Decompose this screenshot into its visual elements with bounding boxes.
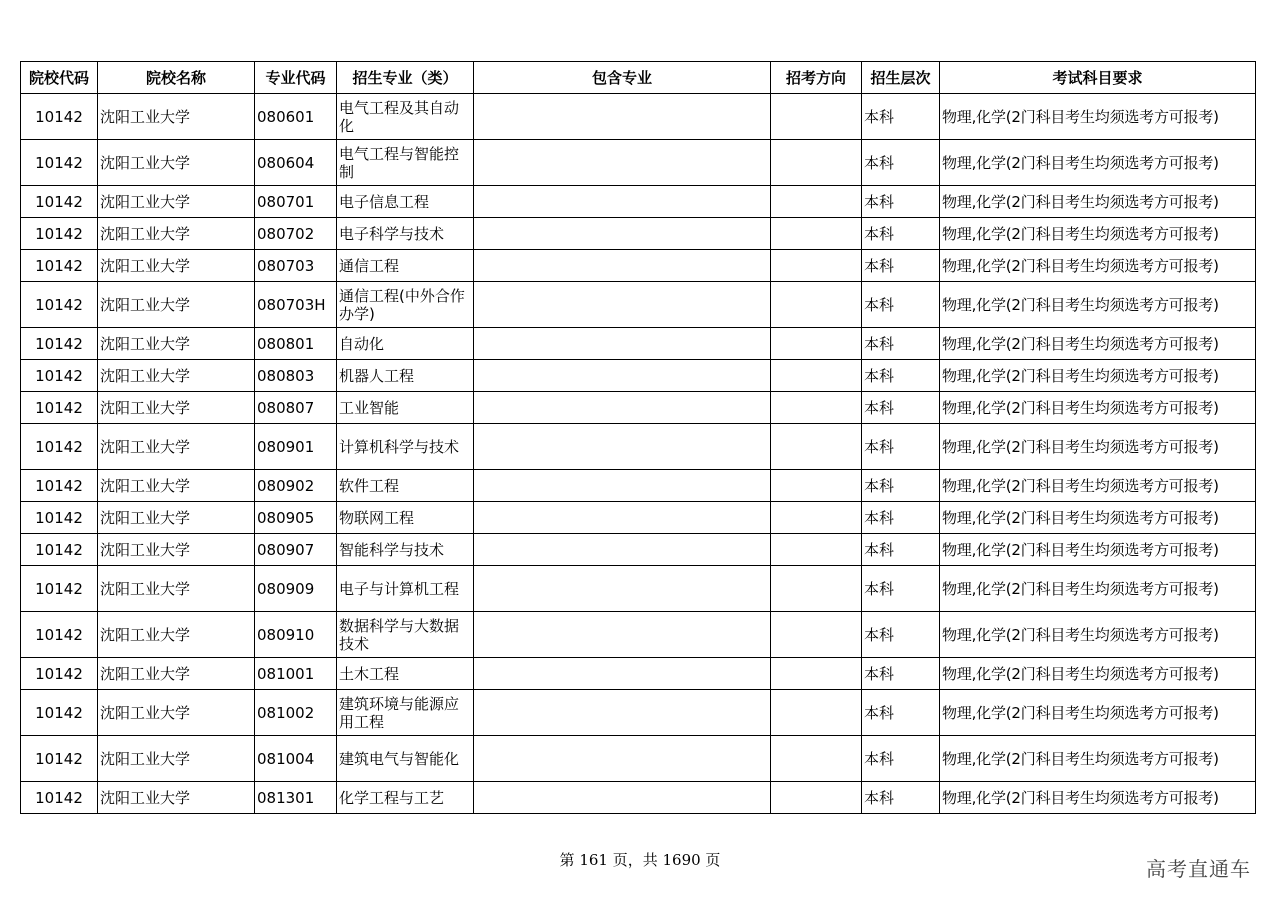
cell-school-name: 沈阳工业大学 (98, 140, 255, 186)
header-level: 招生层次 (862, 62, 940, 94)
table-row (21, 94, 1256, 140)
cell-major: 数据科学与大数据技术 (337, 612, 474, 658)
header-requirement: 考试科目要求 (940, 62, 1256, 94)
cell-requirement: 物理,化学(2门科目考生均须选考方可报考) (940, 736, 1256, 782)
table-row (21, 424, 1256, 470)
cell-major: 电子信息工程 (337, 186, 474, 218)
cell-school-code: 10142 (21, 470, 98, 502)
cell-level: 本科 (862, 658, 940, 690)
cell-school-name: 沈阳工业大学 (98, 502, 255, 534)
cell-major-code: 080902 (255, 470, 337, 502)
table-row (21, 690, 1256, 736)
cell-school-name: 沈阳工业大学 (98, 186, 255, 218)
cell-major-code: 080601 (255, 94, 337, 140)
cell-includes (474, 612, 771, 658)
cell-level: 本科 (862, 566, 940, 612)
cell-level: 本科 (862, 690, 940, 736)
table-row (21, 186, 1256, 218)
cell-major: 电子与计算机工程 (337, 566, 474, 612)
header-direction: 招考方向 (771, 62, 862, 94)
cell-school-name: 沈阳工业大学 (98, 534, 255, 566)
watermark: 高考直通车 (1146, 857, 1251, 881)
cell-includes (474, 94, 771, 140)
cell-school-name: 沈阳工业大学 (98, 392, 255, 424)
cell-major-code: 080910 (255, 612, 337, 658)
cell-direction (771, 502, 862, 534)
cell-major-code: 081004 (255, 736, 337, 782)
cell-requirement: 物理,化学(2门科目考生均须选考方可报考) (940, 392, 1256, 424)
cell-major: 智能科学与技术 (337, 534, 474, 566)
cell-level: 本科 (862, 250, 940, 282)
cell-school-name: 沈阳工业大学 (98, 612, 255, 658)
cell-major: 机器人工程 (337, 360, 474, 392)
cell-direction (771, 392, 862, 424)
table-row (21, 502, 1256, 534)
cell-includes (474, 782, 771, 814)
cell-level: 本科 (862, 534, 940, 566)
cell-direction (771, 658, 862, 690)
cell-level: 本科 (862, 424, 940, 470)
cell-major: 计算机科学与技术 (337, 424, 474, 470)
cell-school-code: 10142 (21, 424, 98, 470)
table-row (21, 360, 1256, 392)
table-row (21, 470, 1256, 502)
table-row (21, 736, 1256, 782)
cell-major-code: 080901 (255, 424, 337, 470)
cell-major-code: 080604 (255, 140, 337, 186)
table-row (21, 140, 1256, 186)
cell-direction (771, 736, 862, 782)
cell-school-code: 10142 (21, 328, 98, 360)
cell-school-code: 10142 (21, 250, 98, 282)
header-major-code: 专业代码 (255, 62, 337, 94)
cell-school-code: 10142 (21, 360, 98, 392)
cell-requirement: 物理,化学(2门科目考生均须选考方可报考) (940, 782, 1256, 814)
cell-school-code: 10142 (21, 186, 98, 218)
cell-direction (771, 782, 862, 814)
cell-direction (771, 690, 862, 736)
cell-includes (474, 690, 771, 736)
cell-requirement: 物理,化学(2门科目考生均须选考方可报考) (940, 140, 1256, 186)
header-includes: 包含专业 (474, 62, 771, 94)
cell-requirement: 物理,化学(2门科目考生均须选考方可报考) (940, 282, 1256, 328)
cell-school-name: 沈阳工业大学 (98, 736, 255, 782)
cell-major: 建筑环境与能源应用工程 (337, 690, 474, 736)
cell-major-code: 080907 (255, 534, 337, 566)
cell-level: 本科 (862, 612, 940, 658)
cell-level: 本科 (862, 328, 940, 360)
cell-requirement: 物理,化学(2门科目考生均须选考方可报考) (940, 360, 1256, 392)
cell-level: 本科 (862, 360, 940, 392)
cell-requirement: 物理,化学(2门科目考生均须选考方可报考) (940, 94, 1256, 140)
cell-level: 本科 (862, 282, 940, 328)
cell-direction (771, 566, 862, 612)
cell-school-code: 10142 (21, 690, 98, 736)
cell-major: 建筑电气与智能化 (337, 736, 474, 782)
cell-school-code: 10142 (21, 534, 98, 566)
cell-includes (474, 658, 771, 690)
cell-includes (474, 502, 771, 534)
cell-major: 通信工程(中外合作办学) (337, 282, 474, 328)
cell-school-code: 10142 (21, 218, 98, 250)
cell-major: 电气工程与智能控制 (337, 140, 474, 186)
cell-requirement: 物理,化学(2门科目考生均须选考方可报考) (940, 612, 1256, 658)
cell-includes (474, 534, 771, 566)
cell-requirement: 物理,化学(2门科目考生均须选考方可报考) (940, 328, 1256, 360)
cell-school-code: 10142 (21, 658, 98, 690)
cell-major: 工业智能 (337, 392, 474, 424)
cell-major-code: 081301 (255, 782, 337, 814)
cell-school-name: 沈阳工业大学 (98, 94, 255, 140)
cell-level: 本科 (862, 94, 940, 140)
cell-school-code: 10142 (21, 612, 98, 658)
cell-direction (771, 94, 862, 140)
cell-requirement: 物理,化学(2门科目考生均须选考方可报考) (940, 470, 1256, 502)
cell-requirement: 物理,化学(2门科目考生均须选考方可报考) (940, 658, 1256, 690)
cell-includes (474, 328, 771, 360)
cell-school-name: 沈阳工业大学 (98, 360, 255, 392)
table-row (21, 612, 1256, 658)
cell-school-name: 沈阳工业大学 (98, 782, 255, 814)
cell-requirement: 物理,化学(2门科目考生均须选考方可报考) (940, 424, 1256, 470)
cell-direction (771, 360, 862, 392)
table-row (21, 250, 1256, 282)
cell-major: 软件工程 (337, 470, 474, 502)
cell-school-name: 沈阳工业大学 (98, 282, 255, 328)
cell-school-code: 10142 (21, 282, 98, 328)
table-row (21, 328, 1256, 360)
table-row (21, 218, 1256, 250)
cell-direction (771, 470, 862, 502)
cell-includes (474, 218, 771, 250)
cell-major-code: 080801 (255, 328, 337, 360)
cell-school-code: 10142 (21, 502, 98, 534)
cell-requirement: 物理,化学(2门科目考生均须选考方可报考) (940, 218, 1256, 250)
cell-includes (474, 282, 771, 328)
cell-major: 自动化 (337, 328, 474, 360)
cell-includes (474, 470, 771, 502)
cell-includes (474, 140, 771, 186)
cell-requirement: 物理,化学(2门科目考生均须选考方可报考) (940, 690, 1256, 736)
cell-major-code: 080905 (255, 502, 337, 534)
cell-includes (474, 186, 771, 218)
enrollment-table (20, 61, 1256, 814)
header-school-code: 院校代码 (21, 62, 98, 94)
cell-school-code: 10142 (21, 140, 98, 186)
cell-school-code: 10142 (21, 782, 98, 814)
cell-major-code: 080702 (255, 218, 337, 250)
cell-requirement: 物理,化学(2门科目考生均须选考方可报考) (940, 502, 1256, 534)
cell-major-code: 080909 (255, 566, 337, 612)
cell-major-code: 080703H (255, 282, 337, 328)
table-row (21, 658, 1256, 690)
table-row (21, 566, 1256, 612)
cell-school-name: 沈阳工业大学 (98, 470, 255, 502)
cell-school-name: 沈阳工业大学 (98, 424, 255, 470)
cell-school-name: 沈阳工业大学 (98, 658, 255, 690)
cell-direction (771, 218, 862, 250)
cell-major: 电气工程及其自动化 (337, 94, 474, 140)
cell-major: 化学工程与工艺 (337, 782, 474, 814)
cell-level: 本科 (862, 736, 940, 782)
cell-includes (474, 566, 771, 612)
table-row (21, 392, 1256, 424)
cell-level: 本科 (862, 140, 940, 186)
cell-level: 本科 (862, 186, 940, 218)
header-major: 招生专业（类） (337, 62, 474, 94)
cell-school-code: 10142 (21, 736, 98, 782)
page-number: 第 161 页，共 1690 页 (559, 851, 721, 869)
cell-major: 土木工程 (337, 658, 474, 690)
cell-school-code: 10142 (21, 94, 98, 140)
cell-direction (771, 250, 862, 282)
cell-school-name: 沈阳工业大学 (98, 566, 255, 612)
table-body (21, 94, 1256, 814)
cell-requirement: 物理,化学(2门科目考生均须选考方可报考) (940, 186, 1256, 218)
cell-school-code: 10142 (21, 392, 98, 424)
cell-major-code: 081002 (255, 690, 337, 736)
cell-direction (771, 282, 862, 328)
cell-school-name: 沈阳工业大学 (98, 250, 255, 282)
cell-direction (771, 328, 862, 360)
cell-level: 本科 (862, 392, 940, 424)
table-row (21, 782, 1256, 814)
table-row (21, 534, 1256, 566)
header-school-name: 院校名称 (98, 62, 255, 94)
cell-requirement: 物理,化学(2门科目考生均须选考方可报考) (940, 250, 1256, 282)
cell-includes (474, 360, 771, 392)
cell-level: 本科 (862, 502, 940, 534)
cell-direction (771, 186, 862, 218)
cell-major-code: 080803 (255, 360, 337, 392)
cell-school-name: 沈阳工业大学 (98, 328, 255, 360)
cell-includes (474, 424, 771, 470)
cell-school-code: 10142 (21, 566, 98, 612)
cell-school-name: 沈阳工业大学 (98, 690, 255, 736)
cell-direction (771, 612, 862, 658)
cell-school-name: 沈阳工业大学 (98, 218, 255, 250)
cell-includes (474, 736, 771, 782)
cell-major: 物联网工程 (337, 502, 474, 534)
cell-major: 通信工程 (337, 250, 474, 282)
cell-level: 本科 (862, 218, 940, 250)
table-header-row (21, 62, 1256, 94)
cell-includes (474, 250, 771, 282)
cell-requirement: 物理,化学(2门科目考生均须选考方可报考) (940, 566, 1256, 612)
cell-major-code: 080701 (255, 186, 337, 218)
cell-major-code: 080807 (255, 392, 337, 424)
cell-level: 本科 (862, 782, 940, 814)
cell-direction (771, 424, 862, 470)
cell-requirement: 物理,化学(2门科目考生均须选考方可报考) (940, 534, 1256, 566)
cell-direction (771, 140, 862, 186)
cell-major: 电子科学与技术 (337, 218, 474, 250)
cell-level: 本科 (862, 470, 940, 502)
cell-includes (474, 392, 771, 424)
cell-direction (771, 534, 862, 566)
cell-major-code: 081001 (255, 658, 337, 690)
table-row (21, 282, 1256, 328)
cell-major-code: 080703 (255, 250, 337, 282)
